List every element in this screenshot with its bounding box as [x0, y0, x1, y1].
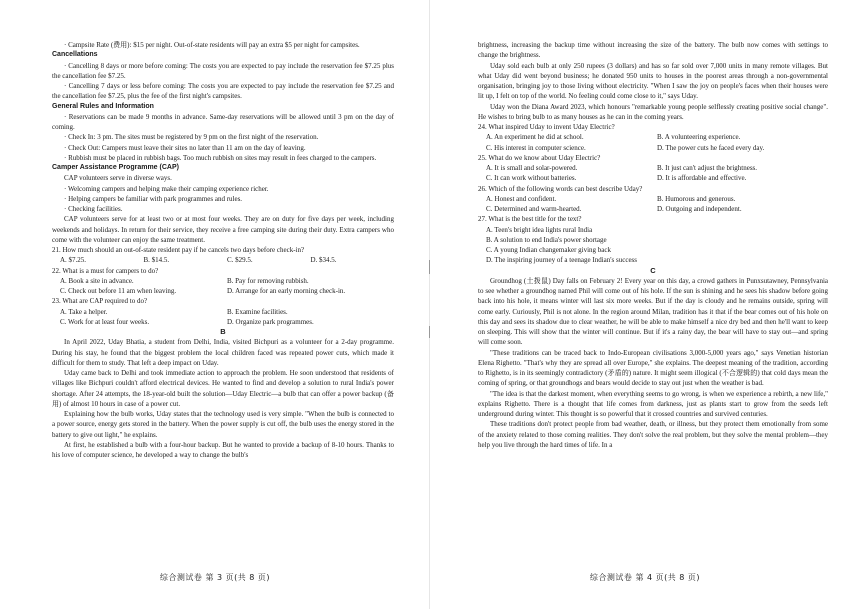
question — [478, 214, 828, 265]
answer-option: D. It is affordable and effective. — [657, 174, 747, 183]
answer-option: D. The inspiring journey of a teenage Indian's success — [486, 256, 638, 265]
paragraph: CAP volunteers serve in diverse ways. — [64, 174, 172, 183]
bullet-item: · Rubbish must be placed in rubbish bags. Too much rubbish on sites may result in fees charged to the campers. — [64, 153, 377, 162]
answer-option: C. His interest in computer science. — [486, 143, 586, 152]
question-stem: 26. Which of the following words can best describe Uday? — [478, 184, 643, 193]
answer-option: C. Check out before 11 am when leaving. — [60, 287, 177, 295]
paragraph: Groundhog (土拨鼠) Day falls on February 2! Every year on this day, a crowd gathers in Punxsutawney, Pennsylvania to see whether a groundhog named Phil will come out of his hole. If the sun is shining and he sees his shadow before going back into his hole, it means winter will last six more weeks. But if the day is cloudy and he remains outside, spring will come early. Curiously, Phil is not alone. In the region around Milan, tradition has it that if the bear comes out of his hole on this day and sees its shadow due to clear weather, he will be able to make himself a nice dry bed and then he'll want to keep on sleeping. This will show that the winter will continue. But if it's a rainy day, the bear will have to stay out—and spring will come soon. — [478, 276, 828, 347]
answer-option: A. $7.25. — [60, 256, 87, 265]
passage-b — [52, 337, 394, 460]
answer-option: A. It is small and solar-powered. — [486, 164, 578, 172]
questions-24-27 — [478, 122, 828, 266]
paragraph: Uday won the Diana Award 2023, which honours "remarkable young people selflessly creating positive social change". He wishes to bring bulb to as many houses as he can in the coming years. — [478, 102, 828, 121]
bullet-item: · Reservations can be made 9 months in advance. Same-day reservations will be allowed until 3 pm on the day of coming. — [52, 112, 394, 131]
page-footer-right: 综合测试卷 第 4 页(共 8 页) — [589, 573, 701, 582]
section-b-title: B — [220, 327, 226, 336]
answer-option: B. Pay for removing rubbish. — [227, 276, 309, 285]
answer-options — [52, 276, 394, 297]
right-page-content — [478, 40, 828, 450]
bullet-item: · Check Out: Campers must leave their sites no later than 11 am on the day of leaving. — [64, 143, 306, 152]
right-page — [430, 0, 860, 609]
question — [52, 266, 394, 297]
answer-option: C. Work for at least four weeks. — [60, 317, 150, 326]
answer-option: D. Organize park programmes. — [227, 317, 314, 326]
answer-option: A. An experiment he did at school. — [486, 133, 584, 142]
answer-options — [478, 132, 828, 153]
paragraph: Uday came back to Delhi and took immediate action to approach the problem. He soon understood that residents of villages like Bichpuri couldn't afford electrical devices. He wanted to find and develop a solution to rural India's power shortage. After 24 attempts, the 18-year-old built the solution—Uday Electric—a bulb that can offer a power backup (备用) of almost 10 hours in case of a power cut. — [52, 369, 394, 408]
passage-a-notice — [52, 40, 394, 245]
question-stem: 23. What are CAP required to do? — [52, 297, 148, 306]
bullet-item: · Welcoming campers and helping make their camping experience richer. — [64, 184, 269, 193]
answer-option: A. Take a helper. — [60, 307, 108, 316]
answer-option: B. Examine facilities. — [227, 307, 288, 316]
answer-option: A. Book a site in advance. — [60, 276, 134, 285]
page-footer-left: 综合测试卷 第 3 页(共 8 页) — [159, 573, 271, 582]
answer-option: D. Outgoing and independent. — [657, 205, 742, 213]
passage-c — [478, 276, 828, 450]
question-stem: 25. What do we know about Uday Electric? — [478, 153, 601, 162]
paragraph: brightness, increasing the backup time without increasing the size of the battery. The bulb now comes with settings to change the brightness. — [478, 41, 828, 60]
question-stem: 24. What inspired Uday to invent Uday Electric? — [478, 123, 615, 131]
paragraph: Uday sold each bulb at only 250 rupees (3 dollars) and has so far sold over 7,000 units in many remote villages. But what Uday did went beyond business; he donated 950 units to houses in the poorest areas through a non-governmental organisation, bringing joy to those living without electricity. "When I saw the joy on people's faces when their houses were lit up, I felt on top of the world. No feeling could come close to it," says Uday. — [478, 61, 828, 101]
answer-option: A. Teen's bright idea lights rural India — [486, 225, 593, 234]
section-c-title: C — [650, 265, 656, 275]
paragraph: Explaining how the bulb works, Uday states that the technology used is very simple. "When the bulb is connected to a power source, energy gets stored in the battery. When the power supply is cut off, the bulb uses the energy stored in the battery to give out light," he explains. — [52, 410, 394, 439]
question — [478, 153, 828, 184]
bullet-item: · Cancelling 7 days or less before coming: The costs you are expected to pay include the reservation fee $7.25 and the cancellation fee $7.25, plus the fee of the first night's campsites. — [52, 82, 394, 101]
answer-option: D. Arrange for an early morning check-in. — [227, 287, 346, 295]
question — [478, 184, 828, 215]
question — [52, 296, 394, 327]
passage-b-continued — [478, 40, 828, 122]
answer-options — [478, 194, 828, 215]
answer-option: B. A volunteering experience. — [657, 133, 741, 142]
questions-21-23 — [52, 245, 394, 327]
bullet-item: · Helping campers be familiar with park programmes and rules. — [64, 194, 243, 203]
answer-option: D. $34.5. — [310, 256, 337, 265]
paragraph: At first, he established a bulb with a four-hour backup. But he wanted to provide a backup of 8-10 hours. Thanks to his love of computer science, he developed a way to change the bulb's — [52, 440, 394, 459]
question — [478, 122, 828, 153]
answer-option: C. It can work without batteries. — [486, 174, 577, 183]
paragraph: These traditions don't protect people from bad weather, death, or illness, but they protect them emotionally from some of the anxiety related to those coming realities. They don't solve the real problem, but they solve the mental problem—they help you live through the hard times of life. In a — [478, 420, 828, 449]
answer-options — [478, 163, 828, 184]
bullet-item: · Checking facilities. — [64, 205, 123, 213]
answer-option: C. A young Indian changemaker giving back — [486, 246, 611, 254]
answer-option: D. The power cuts he faced every day. — [657, 143, 765, 152]
answer-option: C. Determined and warm-hearted. — [486, 205, 582, 213]
paragraph: CAP volunteers serve for at least two or at most four weeks. They are on duty for five days per week, including weekends and holidays. In return for their service, they receive a free camping site during their duty. Extra campers who come with the volunteer can enjoy the same treatment. — [52, 215, 394, 244]
bullet-item: · Campsite Rate (费用): $15 per night. Out-of-state residents will pay an extra $5 per night for campsites. — [64, 41, 360, 49]
section-heading: General Rules and Information — [52, 102, 154, 110]
paragraph: In April 2022, Uday Bhatia, a student from Delhi, India, visited Bichpuri as a volunteer for a 2-day programme. During his stay, he found that the biggest problem the local children faced was repeated power cuts, which made it difficult for them to study. That left a deep impact on Uday. — [52, 338, 394, 367]
answer-options — [52, 255, 394, 265]
section-heading: Cancellations — [52, 51, 98, 59]
answer-option: B. $14.5. — [143, 256, 170, 265]
bullet-item: · Check In: 3 pm. The sites must be registered by 9 pm on the first night of the reservation. — [64, 133, 319, 142]
left-page-content — [52, 40, 394, 460]
paragraph: "The idea is that the darkest moment, when everything seems to go wrong, is when we experience a rebirth, a new life," explains Righetto. There is a thought that life comes from darkness, just as plants start to grow from the seeds left underground during winter. This thought is so powerful that it crossed countries and survived centuries. — [478, 389, 828, 418]
bullet-item: · Cancelling 8 days or more before coming: The costs you are expected to pay include the reservation fee $7.25 plus the cancellation fee $7.25. — [52, 61, 394, 80]
paragraph: "These traditions can be traced back to Indo-European civilisations 3,000-5,000 years ago," says Venetian historian Elena Righetto. "That's why they are spread all over Europe," she explains. The deepest meaning of the tradition, according to Righetto, is in its seemingly contradictory (矛盾的) nature. It might seem illogical (不合逻辑的) that cold days mean the coming of spring, or that groundhogs and bears would decide to stay out just when the weather is bad. — [478, 348, 828, 388]
answer-option: B. A solution to end India's power shortage — [486, 235, 607, 244]
answer-option: B. Humorous and generous. — [657, 194, 736, 203]
answer-option: C. $29.5. — [227, 256, 253, 265]
section-heading: Camper Assistance Programme (CAP) — [52, 164, 179, 171]
answer-options — [52, 307, 394, 328]
question-stem: 22. What is a must for campers to do? — [52, 266, 159, 275]
question — [52, 245, 394, 266]
answer-option: B. It just can't adjust the brightness. — [657, 164, 758, 172]
question-stem: 27. What is the best title for the text? — [478, 215, 582, 224]
answer-option: A. Honest and confident. — [486, 194, 557, 203]
question-stem: 21. How much should an out-of-state resident pay if he cancels two days before check-in? — [52, 246, 305, 254]
